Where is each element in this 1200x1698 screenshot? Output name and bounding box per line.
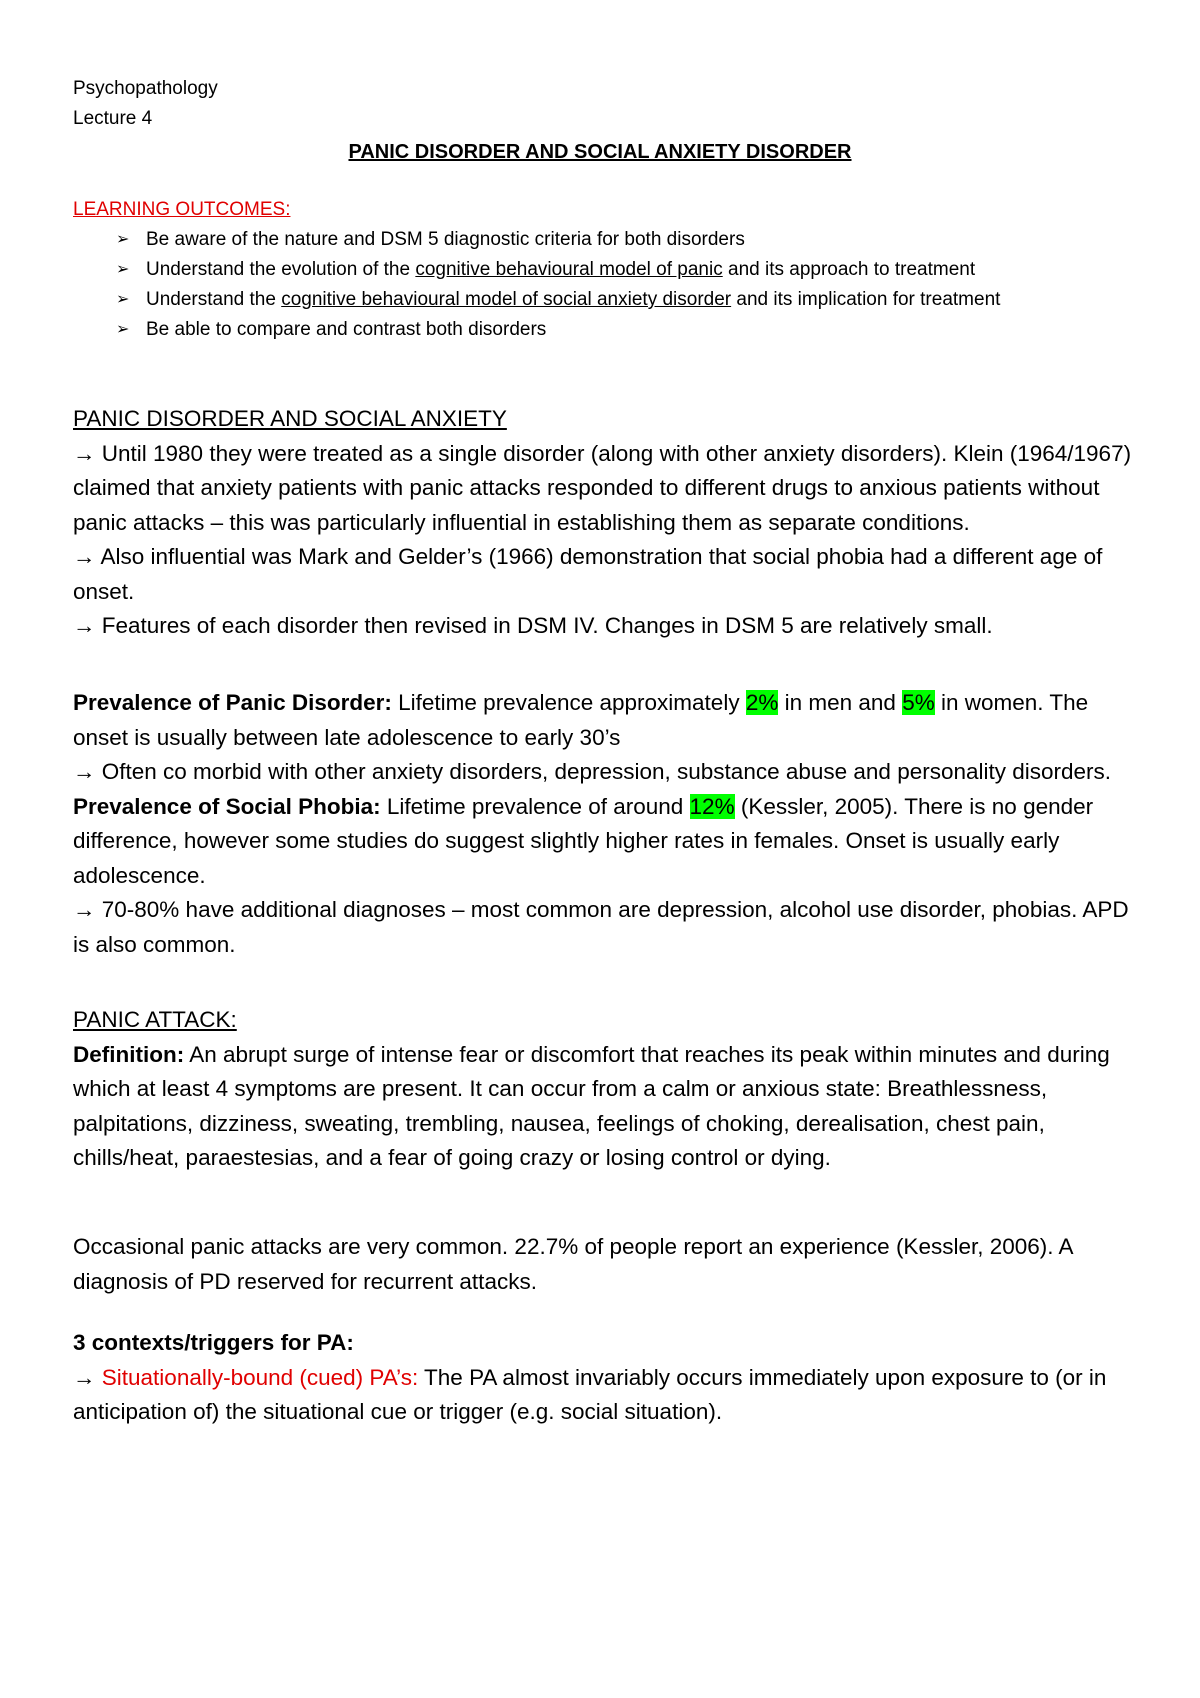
- prevalence-panic-disorder: [73, 686, 1133, 755]
- lecture-number: Lecture 4: [73, 108, 153, 129]
- paragraph: → Until 1980 they were treated as a single disorder (along with other anxiety disorders). Klein (1964/1967) claimed that anxiety patients with panic attacks responded to different drugs to anxious patients without panic attacks – this was particularly influential in establishing them as separate conditions.: [73, 440, 1132, 535]
- text-run: Lifetime prevalence approximately: [391, 690, 746, 715]
- list-item-text: and its implication for treatment: [731, 289, 1001, 310]
- underlined-term: cognitive behavioural model of panic: [415, 259, 723, 280]
- bold-label: Prevalence of Social Phobia:: [73, 793, 381, 819]
- list-item: [73, 225, 1133, 255]
- text-run: An abrupt surge of intense fear or discomfort that reaches its peak within minutes and during which at least 4 symptoms are present. It can occur from a calm or anxious state: Breathlessness, palpitations, dizziness, sweating, trembling, nausea, feelings of choking, derealisation, chest pain, chills/heat, paraestesias, and a fear of going crazy or losing control or dying.: [73, 1041, 1110, 1170]
- red-label: Situationally-bound (cued) PA’s:: [101, 1364, 419, 1390]
- text-run: in women. The onset is usually between late adolescence to early 30’s: [73, 690, 1089, 750]
- list-item-text: Be aware of the nature and DSM 5 diagnostic criteria for both disorders: [146, 229, 745, 250]
- occasional-paragraph-block: [73, 1230, 1133, 1299]
- paragraph: Occasional panic attacks are very common. 22.7% of people report an experience (Kessler, 2006). A diagnosis of PD reserved for recurrent attacks.: [73, 1234, 1073, 1294]
- bold-label: Definition:: [73, 1041, 185, 1067]
- text-run: (Kessler, 2005). There is no gender difference, however some studies do suggest slightly higher rates in females. Onset is usually early adolescence.: [73, 793, 1094, 888]
- arrow-bullet-icon: ➢: [116, 231, 130, 248]
- prevalence-social-phobia: [73, 790, 1133, 894]
- learning-outcomes-list: [73, 225, 1133, 345]
- text-run: The PA almost invariably occurs immediately upon exposure to (or in anticipation of) the situational cue or trigger (e.g. social situation).: [73, 1364, 1107, 1424]
- section-heading: PANIC DISORDER AND SOCIAL ANXIETY: [73, 406, 507, 431]
- list-item-text: Understand the evolution of the: [146, 259, 416, 280]
- highlighted-value: 12%: [689, 793, 735, 819]
- section-heading: 3 contexts/triggers for PA:: [73, 1330, 354, 1355]
- underlined-term: cognitive behavioural model of social anxiety disorder: [281, 289, 732, 310]
- paragraph: → Features of each disorder then revised in DSM IV. Changes in DSM 5 are relatively small.: [73, 613, 993, 638]
- list-item-text: Be able to compare and contrast both disorders: [146, 319, 547, 340]
- paragraph: → Often co morbid with other anxiety disorders, depression, substance abuse and personality disorders.: [73, 759, 1112, 784]
- bold-label: Prevalence of Panic Disorder:: [73, 690, 392, 715]
- highlighted-value: 2%: [745, 690, 779, 715]
- list-item: [73, 255, 1133, 285]
- list-item: [73, 315, 1133, 345]
- list-item-text: Understand the: [146, 289, 282, 310]
- page-title: PANIC DISORDER AND SOCIAL ANXIETY DISORDER: [348, 141, 852, 163]
- document-header: [73, 74, 218, 134]
- section-panic-attack: [73, 1003, 1133, 1176]
- section-prevalence: [73, 686, 1133, 962]
- trigger-item: [73, 1361, 1133, 1430]
- paragraph: → 70-80% have additional diagnoses – most common are depression, alcohol use disorder, phobias. APD is also common.: [73, 897, 1129, 957]
- section-triggers: [73, 1326, 1133, 1430]
- highlighted-value: 5%: [902, 690, 935, 715]
- paragraph: → Also influential was Mark and Gelder’s (1966) demonstration that social phobia had a different age of onset.: [73, 544, 1103, 604]
- section-heading: PANIC ATTACK:: [73, 1007, 237, 1032]
- course-name: Psychopathology: [73, 78, 218, 99]
- definition-paragraph: [73, 1038, 1133, 1176]
- arrow-icon: →: [73, 1364, 102, 1390]
- learning-outcomes-heading: LEARNING OUTCOMES:: [73, 199, 291, 220]
- learning-outcomes: [73, 195, 1133, 345]
- list-item-text: and its approach to treatment: [722, 259, 976, 280]
- section-panic-social-anxiety: [73, 402, 1133, 644]
- arrow-bullet-icon: ➢: [116, 291, 130, 308]
- text-run: in men and: [778, 690, 903, 715]
- list-item: [73, 285, 1133, 315]
- arrow-bullet-icon: ➢: [116, 261, 130, 278]
- text-run: Lifetime prevalence of around: [380, 793, 690, 819]
- arrow-bullet-icon: ➢: [116, 321, 130, 338]
